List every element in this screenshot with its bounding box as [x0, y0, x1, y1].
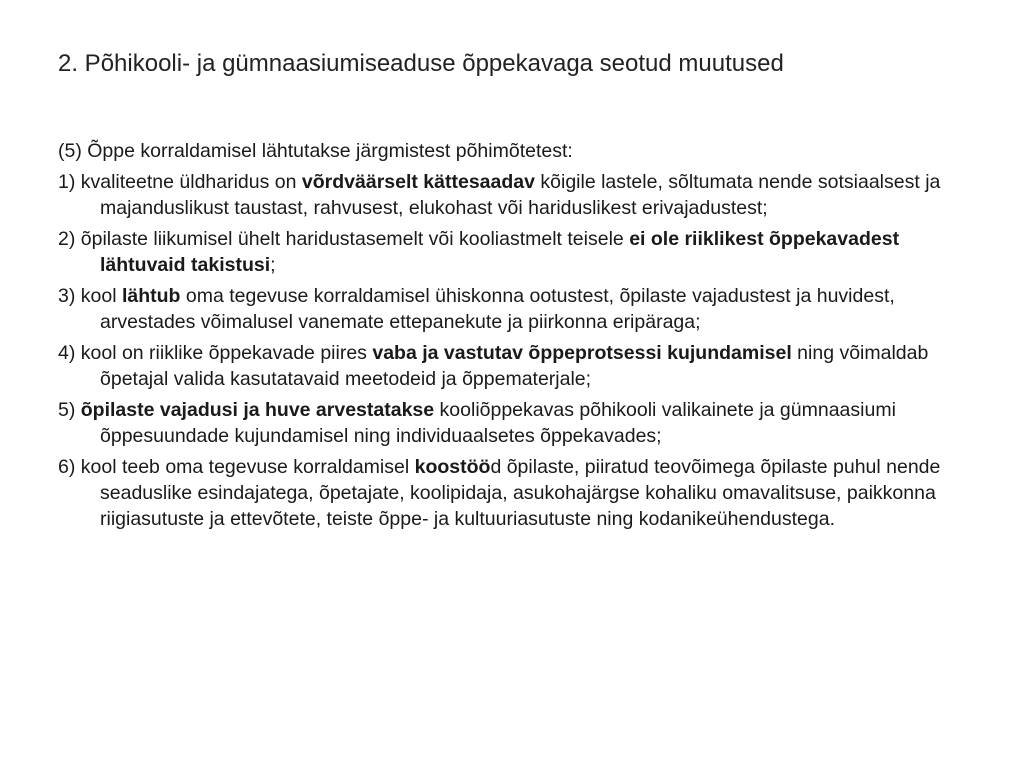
body-text: (5) Õppe korraldamisel lähtutakse järgmistest põhimõtetest:	[58, 140, 573, 162]
emphasis-text: lähtub	[121, 285, 181, 307]
slide-body	[58, 138, 958, 537]
principle-item	[58, 340, 958, 392]
body-text: kõigile lastele, sõltumata nende sotsiaalsest ja majanduslikust taustast, rahvusest, elukohast või hariduslikest erivajadustest;	[100, 171, 941, 219]
body-text: ning võimaldab õpetajal valida kasutatavaid meetodeid ja õppematerjale;	[100, 342, 929, 390]
emphasis-text: koostöö	[414, 456, 491, 478]
body-text: 5)	[58, 399, 81, 421]
body-text: d õpilaste, piiratud teovõimega õpilaste puhul nende seaduslike esindajatega, õpetajate, koolipidaja, asukohajärgse kohaliku omavalitsuse, paikkonna riigiasutuste ja ettevõtete, teiste õppe- ja kultuuriasutuste ning kodanikeühendustega.	[100, 456, 941, 530]
emphasis-text: õpilaste vajadusi ja huve arvestatakse	[80, 399, 435, 421]
body-text: 2) õpilaste liikumisel ühelt haridustasemelt või kooliastmelt teisele	[58, 228, 630, 250]
body-text: 3) kool	[58, 285, 122, 307]
slide-title: 2. Põhikooli- ja gümnaasiumiseaduse õppekavaga seotud muutused	[58, 50, 784, 77]
emphasis-text: ei ole riiklikest õppekavadest lähtuvaid takistusi	[100, 228, 900, 276]
intro-paragraph	[58, 138, 958, 164]
body-text: ;	[270, 254, 276, 276]
emphasis-text: võrdväärselt kättesaadav	[301, 171, 535, 193]
principle-item	[58, 283, 958, 335]
principle-item	[58, 169, 958, 221]
body-text: 6) kool teeb oma tegevuse korraldamisel	[58, 456, 415, 478]
principle-item	[58, 397, 958, 449]
principle-item	[58, 454, 958, 532]
body-text: kooliõppekavas põhikooli valikainete ja gümnaasiumi õppesuundade kujundamisel ning individuaalsetes õppekavades;	[100, 399, 896, 447]
body-text: oma tegevuse korraldamisel ühiskonna ootustest, õpilaste vajadustest ja huvidest, arvestades võimalusel vanemate ettepanekute ja piirkonna eripäraga;	[100, 285, 895, 333]
emphasis-text: vaba ja vastutav õppeprotsessi kujundamisel	[372, 342, 792, 364]
body-text: 1) kvaliteetne üldharidus on	[58, 171, 302, 193]
body-text: 4) kool on riiklike õppekavade piires	[58, 342, 373, 364]
principle-item	[58, 226, 958, 278]
